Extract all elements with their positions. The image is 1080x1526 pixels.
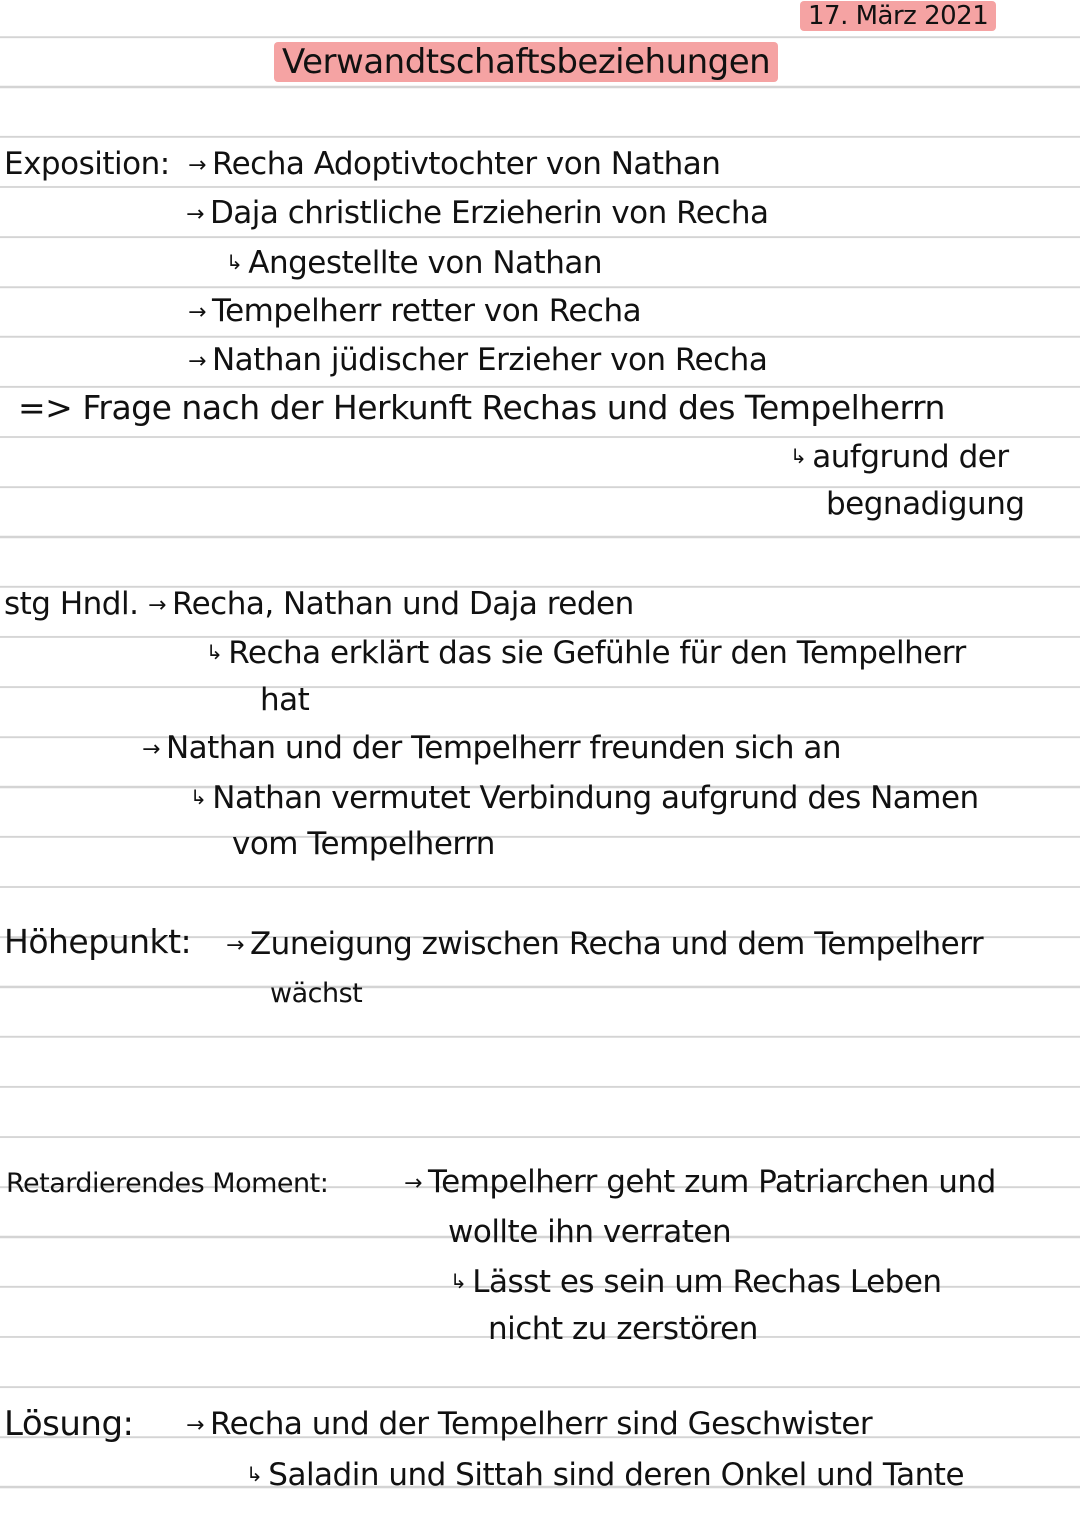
arrow-hook-icon: ↳ [790,444,807,468]
hoehepunkt-line-2: wächst [270,978,363,1009]
steigende-line-6: vom Tempelherrn [232,826,495,862]
arrow-right-icon: → [404,1171,422,1196]
date-label [800,0,996,34]
arrow-right-icon: → [188,349,206,374]
loesung-line-1: → Recha und der Tempelherr sind Geschwister [186,1402,872,1448]
arrow-hook-icon: ↳ [190,785,207,809]
arrow-right-icon: → [142,737,160,762]
exposition-line-1: → Recha Adoptivtochter von Nathan [188,142,720,188]
retardierend-label: Retardierendes Moment: [6,1168,329,1199]
arrow-right-icon: → [186,1413,204,1438]
arrow-right-icon: → [188,300,206,325]
arrow-right-icon: → [148,593,166,618]
implies-icon: => [18,388,73,427]
loesung-label: Lösung: [4,1404,134,1444]
arrow-hook-icon: ↳ [206,640,223,664]
hoehepunkt-label: Höhepunkt: [4,922,192,961]
steigende-line-1: → Recha, Nathan und Daja reden [148,582,634,628]
arrow-right-icon: → [186,202,204,227]
exposition-line-4: → Tempelherr retter von Recha [188,289,641,335]
retardierend-line-3: ↳ Lässt es sein um Rechas Leben [450,1259,942,1304]
retardierend-line-4: nicht zu zerstören [488,1311,758,1347]
exposition-line-3: ↳ Angestellte von Nathan [226,240,602,285]
steigende-line-4: → Nathan und der Tempelherr freunden sich an [142,726,841,772]
arrow-right-icon: → [226,933,244,958]
arrow-hook-icon: ↳ [226,250,243,274]
exposition-label: Exposition: [4,146,170,182]
exposition-note-1: ↳ aufgrund der [790,434,1009,479]
arrow-right-icon: → [188,153,206,178]
exposition-line-2: → Daja christliche Erzieherin von Recha [186,191,769,237]
exposition-conclusion: => Frage nach der Herkunft Rechas und des Tempelherrn [18,388,945,427]
steigende-line-5: ↳ Nathan vermutet Verbindung aufgrund des Namen [190,775,979,820]
hoehepunkt-line-1: → Zuneigung zwischen Recha und dem Tempelherr [226,922,983,968]
steigende-line-3: hat [260,682,310,718]
retardierend-line-2: wollte ihn verraten [448,1214,732,1250]
retardierend-line-1: → Tempelherr geht zum Patriarchen und [404,1160,996,1206]
page-title [274,40,778,84]
arrow-hook-icon: ↳ [450,1269,467,1293]
loesung-line-2: ↳ Saladin und Sittah sind deren Onkel und Tante [246,1452,964,1497]
arrow-hook-icon: ↳ [246,1462,263,1486]
steigende-line-2: ↳ Recha erklärt das sie Gefühle für den Tempelherr [206,630,966,675]
exposition-line-5: → Nathan jüdischer Erzieher von Recha [188,338,767,384]
steigende-label: stg Hndl. [4,586,139,622]
title-highlight: Verwandtschaftsbeziehungen [274,42,778,82]
exposition-note-2: begnadigung [826,486,1025,522]
date-highlight: 17. März 2021 [800,1,996,31]
